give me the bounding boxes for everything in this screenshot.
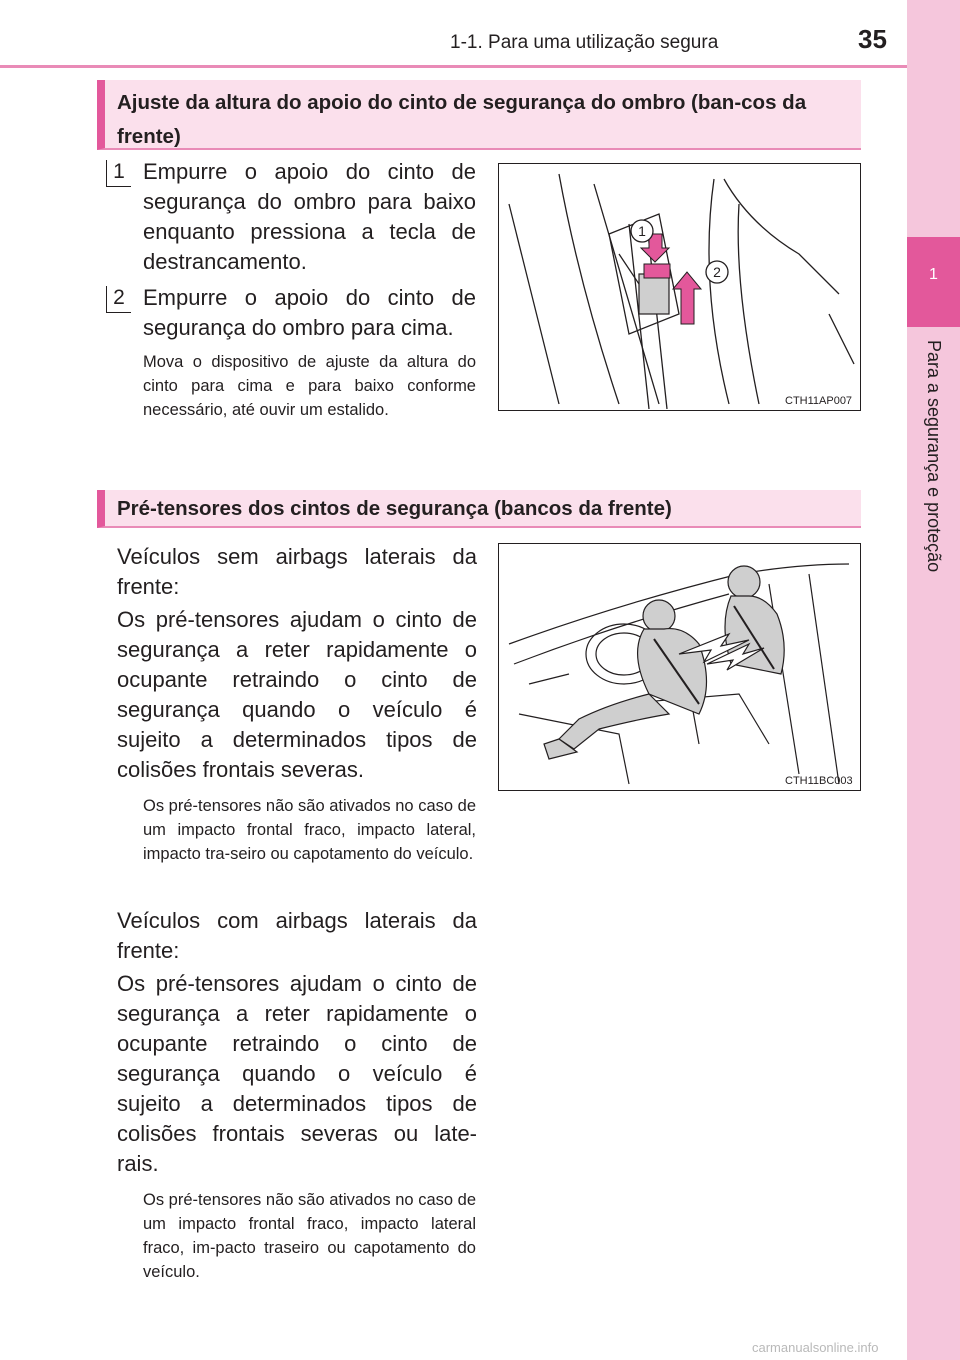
block1-heading: Veículos sem airbags laterais da frente:: [117, 544, 477, 599]
figure-code: CTH11AP007: [785, 395, 853, 407]
step-text: Empurre o apoio do cinto de segurança do ombro para baixo enquanto pressiona a tecla de destrancamento.: [143, 159, 476, 274]
section-heading-belt-anchor: Ajuste da altura do apoio do cinto de segurança do ombro (ban-cos da frente): [97, 80, 861, 150]
pretensioner-illustration: [499, 544, 859, 789]
block2-heading: Veículos com airbags laterais da frente:: [117, 908, 477, 963]
chapter-title: Para a segurança e proteção: [924, 340, 944, 573]
pretensioner-figure: [498, 543, 861, 791]
belt-anchor-figure: [498, 163, 861, 411]
block1-note: Os pré-tensores não são ativados no caso de um impacto frontal fraco, impacto lateral, impacto tra-seiro ou capotamento do veículo.: [143, 797, 476, 863]
chapter-number: 1: [929, 266, 938, 283]
section-heading-pretensioners: Pré-tensores dos cintos de segurança (bancos da frente): [97, 490, 861, 528]
figure-code: CTH11BC003: [785, 775, 853, 787]
block2-note: Os pré-tensores não são ativados no caso de um impacto frontal fraco, impacto lateral fraco, im-pacto traseiro ou capotamento do veículo.: [143, 1191, 476, 1281]
block2-text: Os pré-tensores ajudam o cinto de segurança a reter rapidamente o ocupante retraindo o cinto de segurança quando o veículo é sujeito a determinados tipos de colisões frontais severas ou late-rais.: [117, 971, 477, 1176]
step-number: 1: [106, 160, 131, 187]
watermark: carmanualsonline.info: [752, 1340, 879, 1355]
block1-text: Os pré-tensores ajudam o cinto de segurança a reter rapidamente o ocupante retraindo o cinto de segurança quando o veículo é sujeito a determinados tipos de colisões frontais severas.: [117, 607, 477, 782]
callout-1: 1: [638, 223, 646, 239]
callout-2: 2: [713, 264, 721, 280]
step-number: 2: [106, 286, 131, 313]
note-text: Mova o dispositivo de ajuste da altura do cinto para cima e para baixo conforme necessário, até ouvir um estalido.: [143, 353, 476, 419]
header-rule: [0, 65, 907, 68]
side-chapter-tab: [907, 0, 960, 1360]
page-number: 35: [858, 24, 887, 54]
running-header: 1-1. Para uma utilização segura: [450, 32, 719, 53]
step-text: Empurre o apoio do cinto de segurança do ombro para cima.: [143, 285, 476, 340]
belt-anchor-illustration: [499, 164, 859, 409]
